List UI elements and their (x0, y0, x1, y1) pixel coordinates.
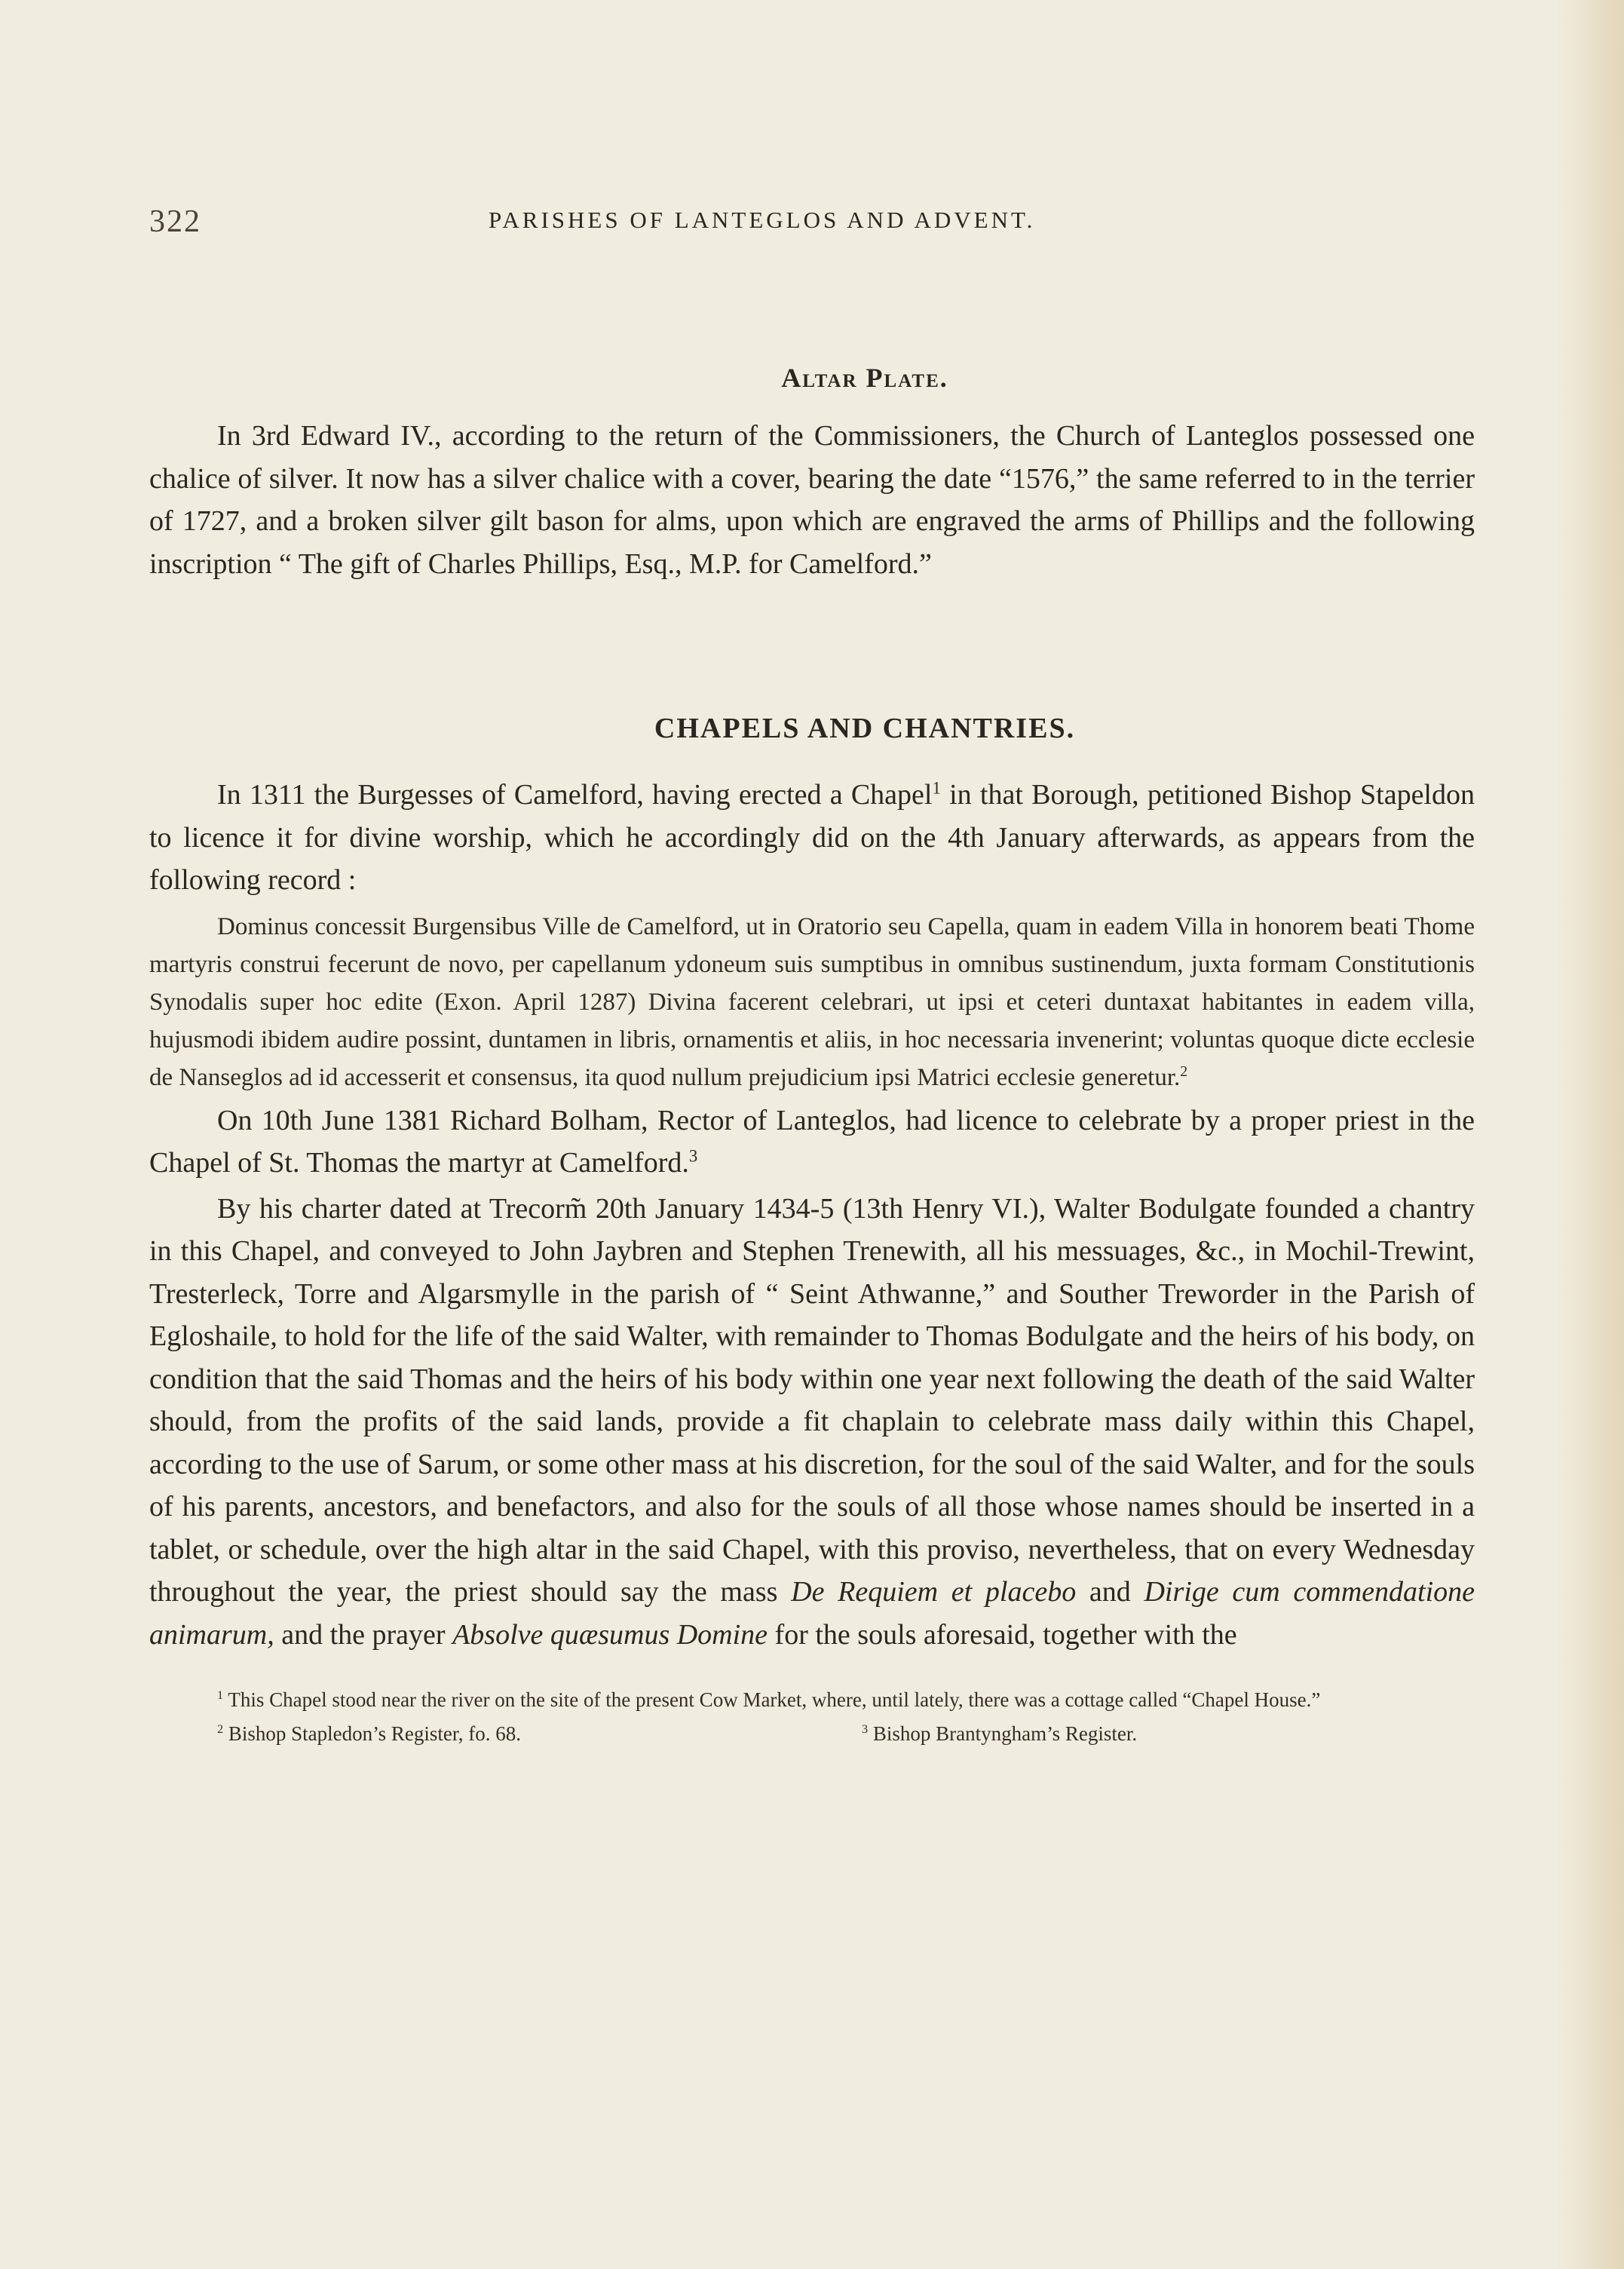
chapels-intro-paragraph (149, 774, 1475, 902)
latin-record-quote (149, 908, 1475, 1096)
page-number: 322 (149, 204, 201, 239)
page-edge-shadow (1556, 0, 1624, 2269)
altar-plate-heading: Altar Plate. (781, 363, 948, 393)
charter-latin-3: Absolve quæsumus Domine (452, 1618, 768, 1651)
bolham-paragraph (149, 1099, 1475, 1185)
bolham-text: On 10th June 1381 Richard Bolham, Rector of Lanteglos, had licence to celebrate by a proper priest in the Chapel of St. Thomas the martyr at Camelford. (149, 1104, 1475, 1179)
footnote-ref-3: 3 (688, 1146, 698, 1166)
charter-paragraph (149, 1188, 1475, 1657)
footnote-1-text: This Chapel stood near the river on the site of the present Cow Market, where, until lately, there was a cottage called “Chapel House.” (223, 1688, 1321, 1711)
charter-latin-1: De Requiem et placebo (791, 1576, 1077, 1608)
footnote-ref-1: 1 (932, 778, 941, 798)
chapels-heading: CHAPELS AND CHANTRIES. (654, 713, 1076, 744)
charter-text-2: and (1076, 1576, 1144, 1608)
running-head (149, 204, 1475, 249)
footnote-1 (149, 1683, 1475, 1717)
footnote-3-text: Bishop Brantyngham’s Register. (868, 1722, 1138, 1745)
footnote-3 (862, 1717, 1137, 1751)
charter-text-3: and the prayer (274, 1618, 453, 1651)
footnote-2-mark: 2 (217, 1722, 224, 1736)
footnote-ref-2: 2 (1180, 1062, 1188, 1080)
charter-text-4: for the souls aforesaid, together with the (768, 1618, 1237, 1651)
running-title: PARISHES OF LANTEGLOS AND ADVENT. (489, 207, 1036, 233)
altar-plate-paragraph: In 3rd Edward IV., according to the return of the Commissioners, the Church of Lanteglos possessed one chalice of silver. It now has a silver chalice with a cover, bearing the date “1576,” the same referred to in the terrier of 1727, and a broken silver gilt bason for alms, upon which are engraved the arms of Phillips and the following inscription “ The gift of Charles Phillips, Esq., M.P. for Camelford.” (149, 420, 1475, 580)
book-page (149, 204, 1475, 1752)
latin-record-text: Dominus concessit Burgensibus Ville de Camelford, ut in Oratorio seu Capella, quam in eadem Villa in honorem beati Thome martyris construi fecerunt de novo, per capellanum ydoneum suis sumptibus in omnibus sustinendum, juxta formam Constitutionis Synodalis super hoc edite (Exon. April 1287) Divina facerent celebrari, ut ipsi et ceteri duntaxat habitantes in eadem villa, hujusmodi ibidem audire possint, duntamen in libris, ornamentis et aliis, in hoc necessaria invenerint; voluntas quoque dicte ecclesie de Nanseglos ad id accesserit et consensus, ita quod nullum prejudicium ipsi Matrici ecclesie generetur. (149, 912, 1475, 1091)
footnote-3-mark: 3 (862, 1722, 869, 1736)
intro-text-start: In 1311 the Burgesses of Camelford, having erected a Chapel (217, 779, 933, 811)
footnote-2-text: Bishop Stapledon’s Register, fo. 68. (223, 1722, 521, 1745)
charter-text-1: By his charter dated at Trecorm̃ 20th January 1434-5 (13th Henry VI.), Walter Bodulgate founded a chantry in this Chapel, and conveyed to John Jaybren and Stephen Trenewith, all his messuages, &c., in Mochil-Trewint, Tresterleck, Torre and Algarsmylle in the parish of “ Seint Athwanne,” and Souther Treworder in the Parish of Egloshaile, to hold for the life of the said Walter, with remainder to Thomas Bodulgate and the heirs of his body, on condition that the said Thomas and the heirs of his body within one year next following the death of the said Walter should, from the profits of the said lands, provide a fit chaplain to celebrate mass daily within this Chapel, according to the use of Sarum, or some other mass at his discretion, for the soul of the said Walter, and for the souls of his parents, ancestors, and benefactors, and also for the souls of all those whose names should be inserted in a tablet, or schedule, over the high altar in the said Chapel, with this proviso, nevertheless, that on every Wednesday throughout the year, the priest should say the mass (149, 1192, 1475, 1608)
footnotes (149, 1683, 1475, 1752)
footnote-1-mark: 1 (217, 1688, 224, 1702)
footnote-row (149, 1717, 1475, 1752)
charter-latin-2: Dirige cum commendatione animarum, (149, 1576, 1475, 1651)
footnote-2 (217, 1717, 521, 1751)
intro-text-end: in that Borough, petitioned Bishop Stapeldon to licence it for divine worship, which he accordingly did on the 4th January afterwards, as appears from the following record : (149, 779, 1475, 896)
